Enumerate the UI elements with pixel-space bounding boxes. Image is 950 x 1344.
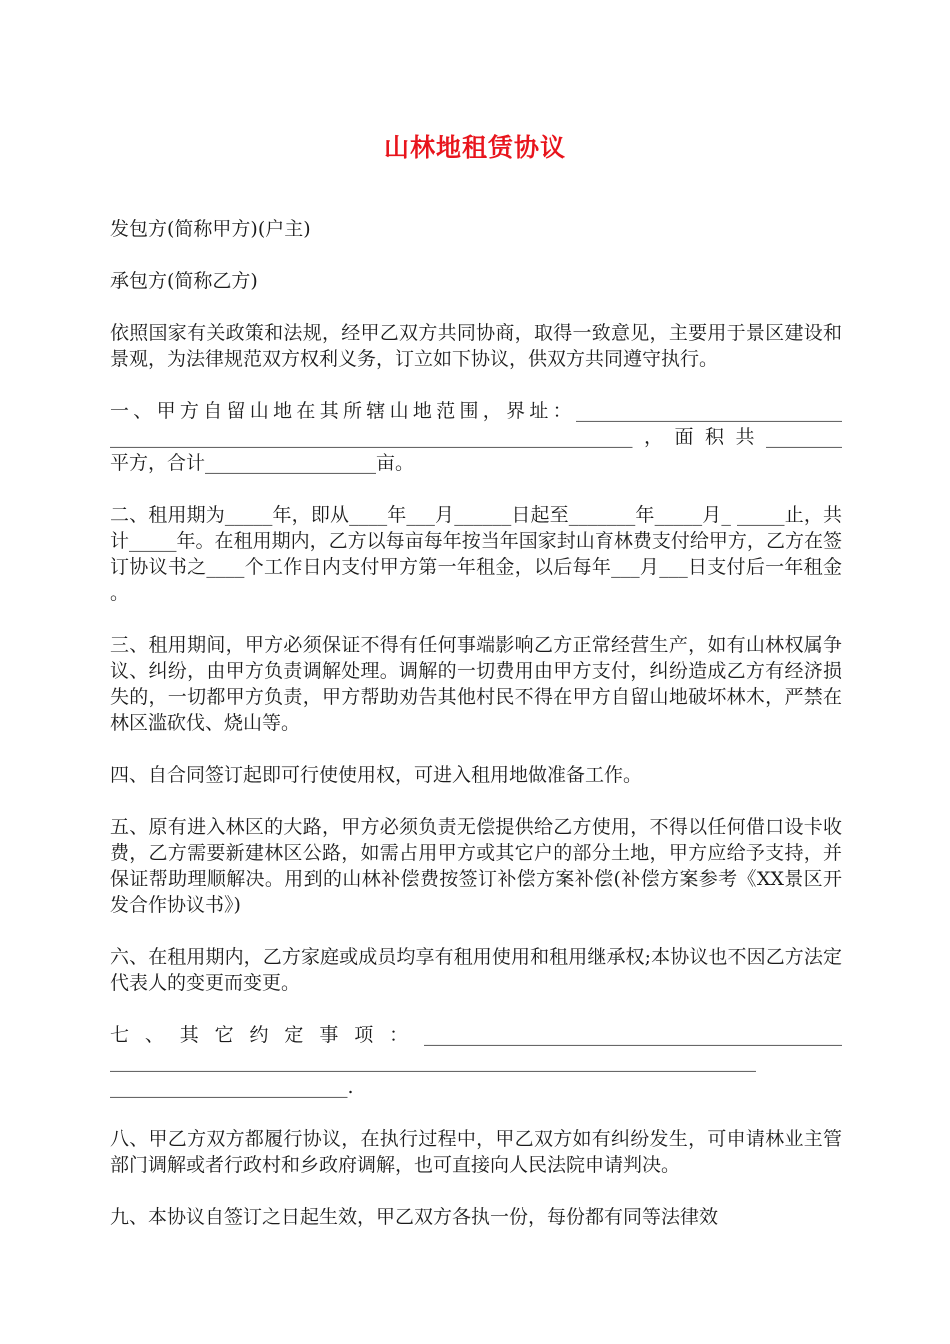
document-body <box>110 216 842 1256</box>
clause-3: 三、租用期间，甲方必须保证不得有任何事端影响乙方正常经营生产，如有山林权属争议、纠纷，由甲方负责调解处理。调解的一切费用由甲方支付，纠纷造成乙方有经济损失的，一切都甲方负责，甲方帮助劝告其他村民不得在甲方自留山地破坏林木，严禁在林区滥砍伐、烧山等。 <box>110 634 842 734</box>
clause-1 <box>110 398 842 476</box>
clause-1-line-3: 平方，合计__________________亩。 <box>110 452 415 474</box>
party-b-line: 承包方(简称乙方) <box>110 270 258 292</box>
clause-8: 八、甲乙方双方都履行协议，在执行过程中，甲乙双方如有纠纷发生，可申请林业主管部门调解或者行政村和乡政府调解，也可直接向人民法院申请判决。 <box>110 1128 842 1176</box>
clause-7-line-3: _________________________. <box>110 1076 354 1098</box>
clause-2: 二、租用期为_____年，即从____年___月______日起至_______年_____月_ _____止，共计_____年。在租用期内，乙方以每亩每年按当年国家封山育林费支付给甲方，乙方在签订协议书之____个工作日内支付甲方第一年租金，以后每年___月___日支付后一年租金。 <box>110 504 842 604</box>
clause-7-line-2: ____________________________________________________________________ <box>110 1050 756 1072</box>
clause-9: 九、本协议自签订之日起生效，甲乙双方各执一份，每份都有同等法律效 <box>110 1206 719 1228</box>
clause-4: 四、自合同签订起即可行使使用权，可进入租用地做准备工作。 <box>110 764 643 786</box>
clause-5: 五、原有进入林区的大路，甲方必须负责无偿提供给乙方使用，不得以任何借口设卡收费，乙方需要新建林区公路，如需占用甲方或其它户的部分土地，甲方应给予支持，并保证帮助理顺解决。用到的山林补偿费按签订补偿方案补偿(补偿方案参考《XX景区开发合作协议书》) <box>110 816 842 916</box>
clause-6: 六、在租用期内，乙方家庭或成员均享有租用使用和租用继承权;本协议也不因乙方法定代表人的变更而变更。 <box>110 946 842 994</box>
preamble-paragraph: 依照国家有关政策和法规，经甲乙双方共同协商，取得一致意见，主要用于景区建设和景观，为法律规范双方权利义务，订立如下协议，供双方共同遵守执行。 <box>110 322 842 370</box>
document-title: 山林地租赁协议 <box>383 133 566 162</box>
clause-7-line-1: 七、其它约定事项：____________________________________________ <box>110 1024 842 1046</box>
party-a-line: 发包方(简称甲方)(户主) <box>110 218 311 240</box>
clause-7 <box>110 1022 842 1100</box>
clause-1-line-2: _______________________________________________________，面积共________ <box>110 426 842 448</box>
clause-1-line-1: 一、甲方自留山地在其所辖山地范围，界址：____________________________ <box>110 400 842 422</box>
